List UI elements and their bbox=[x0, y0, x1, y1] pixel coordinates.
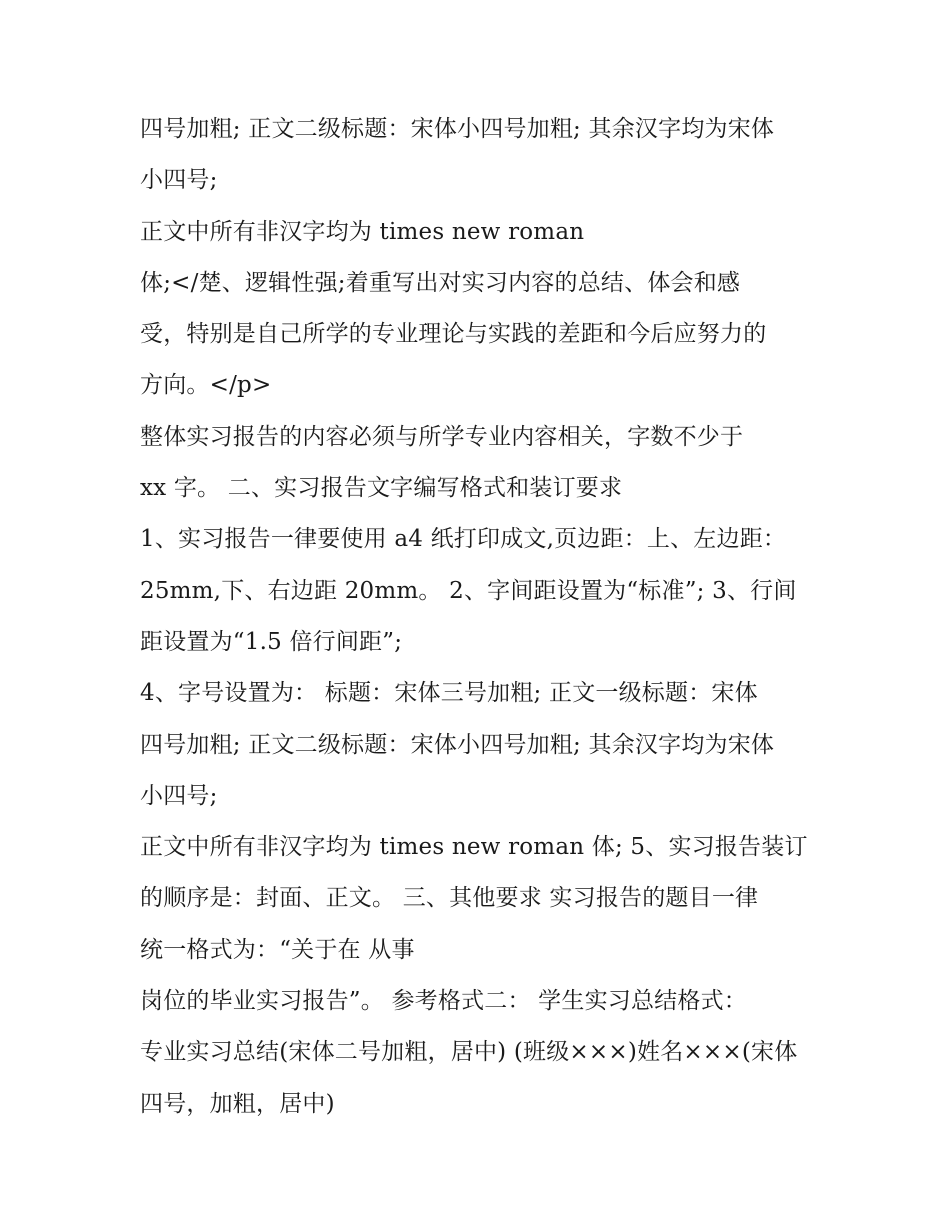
text-line: 的顺序是：封面、正文。 三、其他要求 实习报告的题目一律 bbox=[140, 885, 759, 912]
text-line: 体;</楚、逻辑性强;着重写出对实习内容的总结、体会和感 bbox=[140, 269, 741, 296]
text-line: 四号，加粗，居中) bbox=[140, 1090, 335, 1117]
text-line: 受，特别是自己所学的专业理论与实践的差距和今后应努力的 bbox=[140, 321, 767, 348]
text-line: 正文中所有非汉字均为 times new roman bbox=[140, 218, 585, 245]
text-line: 正文中所有非汉字均为 times new roman 体; 5、实习报告装订 bbox=[140, 834, 808, 861]
text-line: 专业实习总结(宋体二号加粗，居中) (班级×××)姓名×××(宋体 bbox=[140, 1039, 798, 1066]
document-body bbox=[140, 104, 820, 1130]
text-line: 四号加粗; 正文二级标题：宋体小四号加粗; 其余汉字均为宋体 bbox=[140, 731, 775, 758]
text-line: 小四号; bbox=[140, 167, 218, 194]
text-line: 统一格式为：“关于在 从事 bbox=[140, 936, 415, 963]
text-line: xx 字。 二、实习报告文字编写格式和装订要求 bbox=[140, 475, 623, 502]
text-line: 整体实习报告的内容必须与所学专业内容相关，字数不少于 bbox=[140, 423, 744, 450]
text-line: 小四号; bbox=[140, 782, 218, 809]
text-line: 四号加粗; 正文二级标题：宋体小四号加粗; 其余汉字均为宋体 bbox=[140, 116, 775, 142]
text-line: 1、实习报告一律要使用 a4 纸打印成文,页边距：上、左边距： bbox=[140, 526, 787, 553]
text-line: 距设置为“1.5 倍行间距”; bbox=[140, 628, 403, 655]
text-line: 方向。</p> bbox=[140, 372, 272, 399]
text-line: 岗位的毕业实习报告”。 参考格式二： 学生实习总结格式： bbox=[140, 988, 747, 1015]
text-line: 25mm,下、右边距 20mm。 2、字间距设置为“标准”; 3、行间 bbox=[140, 577, 797, 604]
text-line: 4、字号设置为： 标题：宋体三号加粗; 正文一级标题：宋体 bbox=[140, 680, 758, 707]
